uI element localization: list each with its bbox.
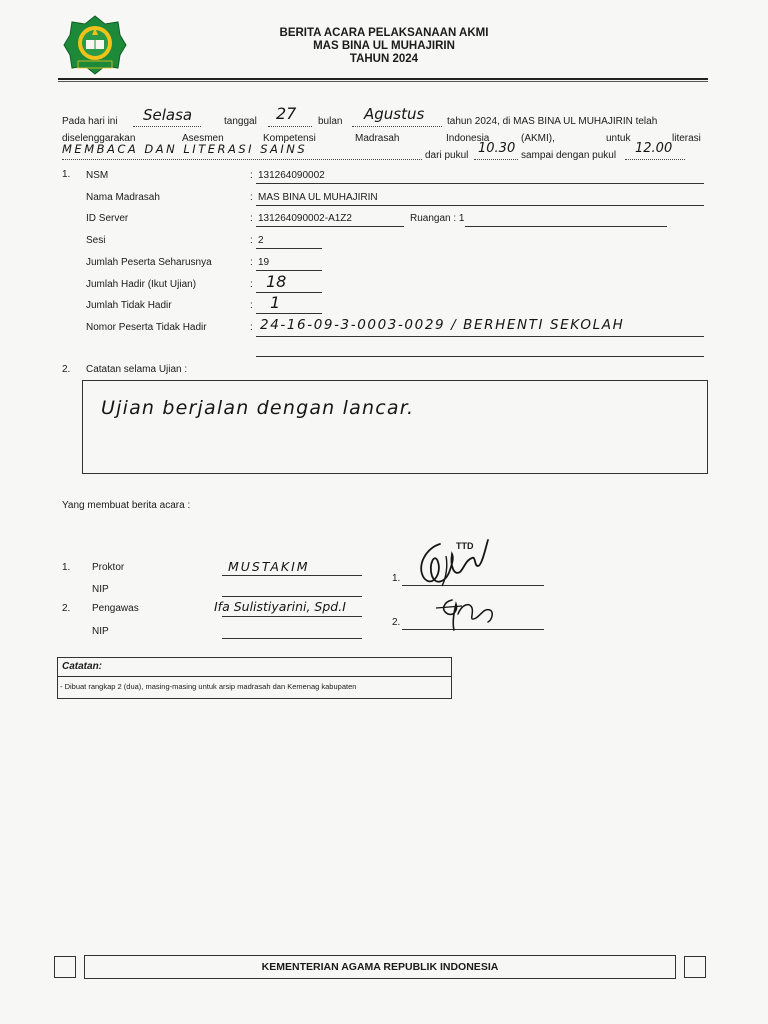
sesi-value: 2 — [258, 235, 264, 246]
hari-value: Selasa — [143, 106, 193, 124]
pengawas-signature — [432, 592, 498, 632]
tanggal-field — [268, 104, 312, 127]
jumlah-hadir-value: 18 — [266, 272, 287, 291]
colon: : — [250, 300, 253, 311]
signature-2-number: 2. — [392, 617, 401, 628]
jumlah-peserta-label: Jumlah Peserta Seharusnya — [86, 257, 212, 268]
signature-1-number: 1. — [392, 573, 401, 584]
jumlah-peserta-value: 19 — [258, 257, 270, 268]
nomor-tidak-hadir-label: Nomor Peserta Tidak Hadir — [86, 322, 207, 333]
dari-pukul-label: dari pukul — [425, 150, 469, 161]
literasi-value: MEMBACA DAN LITERASI SAINS — [62, 142, 308, 156]
pengawas-nip-line — [222, 638, 362, 639]
madrasah-title: MAS BINA UL MUHAJIRIN — [313, 40, 455, 52]
ruangan-label: Ruangan : 1 — [410, 213, 465, 224]
colon: : — [250, 235, 253, 246]
id-server-value: 131264090002-A1Z2 — [258, 213, 352, 224]
catatan-ujian-note: Ujian berjalan dengan lancar. — [101, 397, 415, 419]
nomor-tidak-hadir-value: 24-16-09-3-0003-0029 / BERHENTI SEKOLAH — [260, 317, 625, 333]
footer-box — [84, 955, 676, 979]
nsm-underline — [256, 183, 704, 184]
colon: : — [250, 257, 253, 268]
tanggal-value: 27 — [276, 104, 297, 123]
intro-word: Kompetensi — [263, 133, 316, 144]
pengawas-label: Pengawas — [92, 603, 139, 614]
jumlah-hadir-underline — [256, 292, 322, 293]
id-server-underline — [256, 226, 404, 227]
catatan-divider — [58, 676, 451, 677]
intro-word: (AKMI), — [521, 133, 555, 144]
section-1-number: 1. — [62, 169, 71, 180]
proktor-number: 1. — [62, 562, 71, 573]
id-server-label: ID Server — [86, 213, 129, 224]
jumlah-tidak-hadir-value: 1 — [270, 293, 281, 312]
footer-text: KEMENTERIAN AGAMA REPUBLIK INDONESIA — [261, 961, 499, 973]
nomor-tidak-hadir-underline — [256, 336, 704, 337]
intro-word: untuk — [606, 133, 631, 144]
colon: : — [250, 192, 253, 203]
proktor-name-line — [222, 575, 362, 576]
nsm-value: 131264090002 — [258, 170, 325, 181]
section-2-number: 2. — [62, 364, 71, 375]
bulan-label: bulan — [318, 116, 343, 127]
intro-word: Asesmen — [182, 133, 224, 144]
nama-madrasah-value: MAS BINA UL MUHAJIRIN — [258, 192, 378, 203]
dari-pukul-value: 10.30 — [478, 141, 516, 156]
colon: : — [250, 170, 253, 181]
footer-left-square — [54, 956, 76, 978]
colon: : — [250, 322, 253, 333]
catatan-box — [57, 657, 452, 699]
header-rule — [58, 78, 708, 80]
bulan-value: Agustus — [364, 105, 425, 123]
jumlah-tidak-hadir-underline — [256, 313, 322, 314]
colon: : — [250, 279, 253, 290]
sampai-pukul-value: 12.00 — [635, 141, 673, 156]
tahun-text: tahun 2024, di MAS BINA UL MUHAJIRIN telah — [447, 116, 658, 127]
catatan-ujian-box — [82, 380, 708, 474]
pengawas-nip-label: NIP — [92, 626, 109, 637]
hari-field — [133, 106, 201, 127]
sampai-pukul-field — [625, 141, 685, 160]
bulan-field — [352, 105, 442, 127]
intro-word: literasi — [672, 133, 701, 144]
intro-word: Indonesia — [446, 133, 490, 144]
footer-right-square — [684, 956, 706, 978]
proktor-name: MUSTAKIM — [228, 559, 310, 574]
nsm-label: NSM — [86, 170, 109, 181]
signers-intro: Yang membuat berita acara : — [62, 500, 191, 511]
catatan-ujian-label: Catatan selama Ujian : — [86, 364, 188, 375]
dari-pukul-field — [474, 141, 518, 160]
literasi-field — [62, 142, 422, 160]
jumlah-tidak-hadir-label: Jumlah Tidak Hadir — [86, 300, 172, 311]
kemenag-logo — [62, 14, 128, 76]
sesi-underline — [256, 248, 322, 249]
year-title: TAHUN 2024 — [349, 53, 419, 65]
nama-madrasah-underline — [256, 205, 704, 206]
nomor-tidak-hadir-underline-2 — [256, 356, 704, 357]
pengawas-name-line — [222, 616, 362, 617]
tanggal-label: tanggal — [224, 116, 257, 127]
sesi-label: Sesi — [86, 235, 106, 246]
document-title: BERITA ACARA PELAKSANAAN AKMI — [279, 27, 489, 39]
intro-word: Madrasah — [355, 133, 400, 144]
nama-madrasah-label: Nama Madrasah — [86, 192, 160, 203]
intro-pada-hari-ini: Pada hari ini — [62, 116, 118, 127]
proktor-signature — [402, 536, 492, 594]
proktor-label: Proktor — [92, 562, 125, 573]
proktor-nip-label: NIP — [92, 584, 109, 595]
pengawas-name: Ifa Sulistiyarini, Spd.I — [214, 599, 346, 614]
catatan-text: - Dibuat rangkap 2 (dua), masing-masing untuk arsip madrasah dan Kemenag kabupaten — [60, 682, 357, 691]
header-rule-thin — [58, 81, 708, 82]
pengawas-number: 2. — [62, 603, 71, 614]
ttd-label: TTD — [456, 541, 474, 551]
jumlah-hadir-label: Jumlah Hadir (Ikut Ujian) — [86, 279, 197, 290]
sampai-label: sampai dengan pukul — [521, 150, 617, 161]
ruangan-underline — [465, 226, 667, 227]
colon: : — [250, 213, 253, 224]
intro-word: diselenggarakan — [62, 133, 136, 144]
catatan-title: Catatan: — [62, 661, 103, 672]
proktor-nip-line — [222, 596, 362, 597]
jumlah-peserta-underline — [256, 270, 322, 271]
